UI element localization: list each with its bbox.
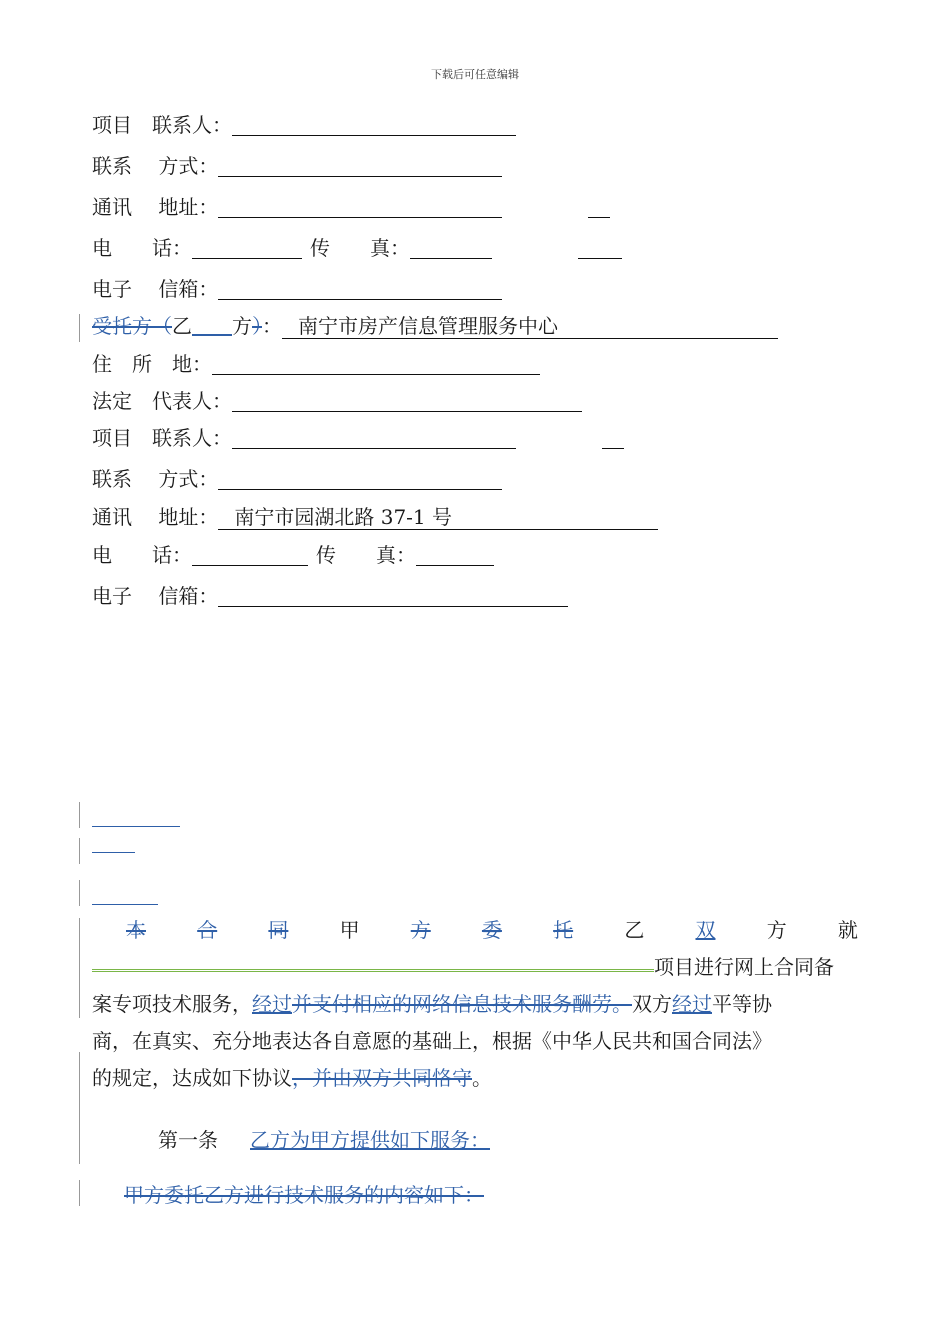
- project-name-blank[interactable]: [92, 961, 654, 972]
- article-1-inserted-text: 乙方为甲方提供如下服务：: [250, 1128, 490, 1152]
- article-1-deleted-text: 甲方委托乙方进行技术服务的内容如下：: [124, 1183, 484, 1207]
- partyA-phone-row: [92, 236, 622, 260]
- partyB-role-kept: 乙: [172, 314, 192, 338]
- intro-line-3: [92, 986, 858, 1023]
- intro-text: 双方: [632, 992, 672, 1016]
- revision-bar: [79, 802, 80, 828]
- partyB-project-contact-field[interactable]: [232, 428, 516, 449]
- intro-line-2-text: 项目进行网上合同备: [654, 955, 834, 979]
- partyB-fax-label: 传 真：: [316, 543, 416, 567]
- partyA-address-row: [92, 195, 610, 219]
- partyB-legal-rep-label: 法定 代表人：: [92, 389, 232, 413]
- intro-text: 平等协: [712, 992, 772, 1016]
- intro-char-deleted: 方: [410, 918, 431, 942]
- partyB-address-field[interactable]: 南宁市园湖北路 37-1 号: [218, 505, 658, 530]
- partyA-contact-method-row: [92, 154, 502, 178]
- partyA-fax-extra-blank: [578, 238, 622, 259]
- partyB-phone-row: [92, 543, 494, 567]
- partyA-email-row: [92, 277, 502, 301]
- partyA-project-contact-label: 项目 联系人：: [92, 113, 232, 137]
- partyB-project-contact-extra-blank: [602, 428, 624, 449]
- intro-char: 方: [766, 918, 787, 942]
- partyB-domicile-row: [92, 352, 540, 376]
- partyA-phone-label: 电 话：: [92, 236, 192, 260]
- deleted-text: 并支付相应的网络信息技术服务酬劳。: [292, 992, 632, 1016]
- intro-line-2: [92, 949, 858, 986]
- partyB-contact-method-field[interactable]: [218, 469, 502, 490]
- partyA-project-contact-row: [92, 113, 516, 137]
- partyB-fax-field[interactable]: [416, 545, 494, 566]
- intro-char-deleted: 委: [481, 918, 502, 942]
- partyA-contact-method-label: 联系 方式：: [92, 154, 219, 178]
- partyB-address-row: [92, 505, 658, 530]
- partyA-address-field[interactable]: [218, 197, 502, 218]
- revision-bar: [79, 1180, 80, 1206]
- partyB-project-contact-row: [92, 426, 624, 450]
- intro-line-4: 商，在真实、充分地表达各自意愿的基础上，根据《中华人民共和国合同法》: [92, 1029, 772, 1053]
- article-1-deleted-line: [124, 1183, 484, 1207]
- partyB-role-deleted-end: ）: [252, 314, 262, 338]
- partyB-legal-rep-field[interactable]: [232, 391, 582, 412]
- partyB-legal-rep-row: [92, 389, 582, 413]
- partyB-project-contact-label: 项目 联系人：: [92, 426, 232, 450]
- inserted-text: 经过: [252, 992, 292, 1016]
- partyA-email-field[interactable]: [218, 279, 502, 300]
- intro-char-inserted: 双: [695, 918, 716, 942]
- intro-text: 案专项技术服务，: [92, 992, 252, 1016]
- partyA-phone-field[interactable]: [192, 238, 302, 259]
- partyB-email-field[interactable]: [218, 586, 568, 607]
- partyB-contact-method-label: 联系 方式：: [92, 467, 219, 491]
- intro-line-1: [92, 912, 858, 949]
- inserted-text: 经过: [672, 992, 712, 1016]
- partyA-fax-field[interactable]: [410, 238, 492, 259]
- contract-intro-paragraph: [92, 912, 858, 1097]
- article-1-heading: [158, 1128, 500, 1152]
- partyB-phone-field[interactable]: [192, 545, 308, 566]
- page-header: 下载后可任意编辑: [431, 68, 519, 81]
- partyB-email-row: [92, 584, 568, 608]
- article-1-label: 第一条: [158, 1128, 218, 1152]
- revision-bar: [79, 314, 80, 342]
- partyA-email-label: 电子 信箱：: [92, 277, 219, 301]
- revision-bar: [79, 880, 80, 906]
- partyB-role-inserted-blank: [192, 314, 232, 338]
- intro-char: 就: [837, 918, 858, 942]
- intro-char: 甲: [339, 918, 360, 942]
- intro-text: 的规定，达成如下协议: [92, 1066, 292, 1090]
- intro-char-deleted: 本: [126, 918, 146, 942]
- partyA-contact-method-field[interactable]: [218, 156, 502, 177]
- partyB-role-row: [92, 314, 778, 339]
- inserted-blank-line: [92, 826, 180, 827]
- intro-char-deleted: 同: [268, 918, 289, 942]
- partyB-domicile-label: 住 所 地：: [92, 352, 212, 376]
- partyB-address-label: 通讯 地址：: [92, 505, 219, 529]
- revision-bar: [79, 1052, 80, 1164]
- revision-bar: [79, 918, 80, 1018]
- intro-char: 乙: [624, 918, 645, 942]
- partyB-contact-method-row: [92, 467, 502, 491]
- intro-char-deleted: 合: [197, 918, 218, 942]
- intro-line-5: [92, 1060, 858, 1097]
- partyB-role-deleted-start: 受托方（: [92, 314, 172, 338]
- intro-text: 。: [472, 1066, 492, 1090]
- partyB-role-colon: ：: [262, 314, 282, 338]
- partyA-address-extra-blank: [588, 197, 610, 218]
- inserted-blank-line: [92, 852, 135, 853]
- partyA-project-contact-field[interactable]: [232, 115, 516, 136]
- partyA-address-label: 通讯 地址：: [92, 195, 219, 219]
- partyB-phone-label: 电 话：: [92, 543, 192, 567]
- partyB-domicile-field[interactable]: [212, 354, 540, 375]
- revision-bar: [79, 838, 80, 864]
- partyB-role-middle: 方: [232, 314, 252, 338]
- inserted-blank-line: [92, 904, 158, 905]
- partyB-email-label: 电子 信箱：: [92, 584, 219, 608]
- intro-char-deleted: 托: [553, 918, 574, 942]
- partyA-fax-label: 传 真：: [310, 236, 410, 260]
- deleted-text: ，并由双方共同恪守: [292, 1066, 472, 1090]
- partyB-name-field[interactable]: 南宁市房产信息管理服务中心: [282, 314, 778, 339]
